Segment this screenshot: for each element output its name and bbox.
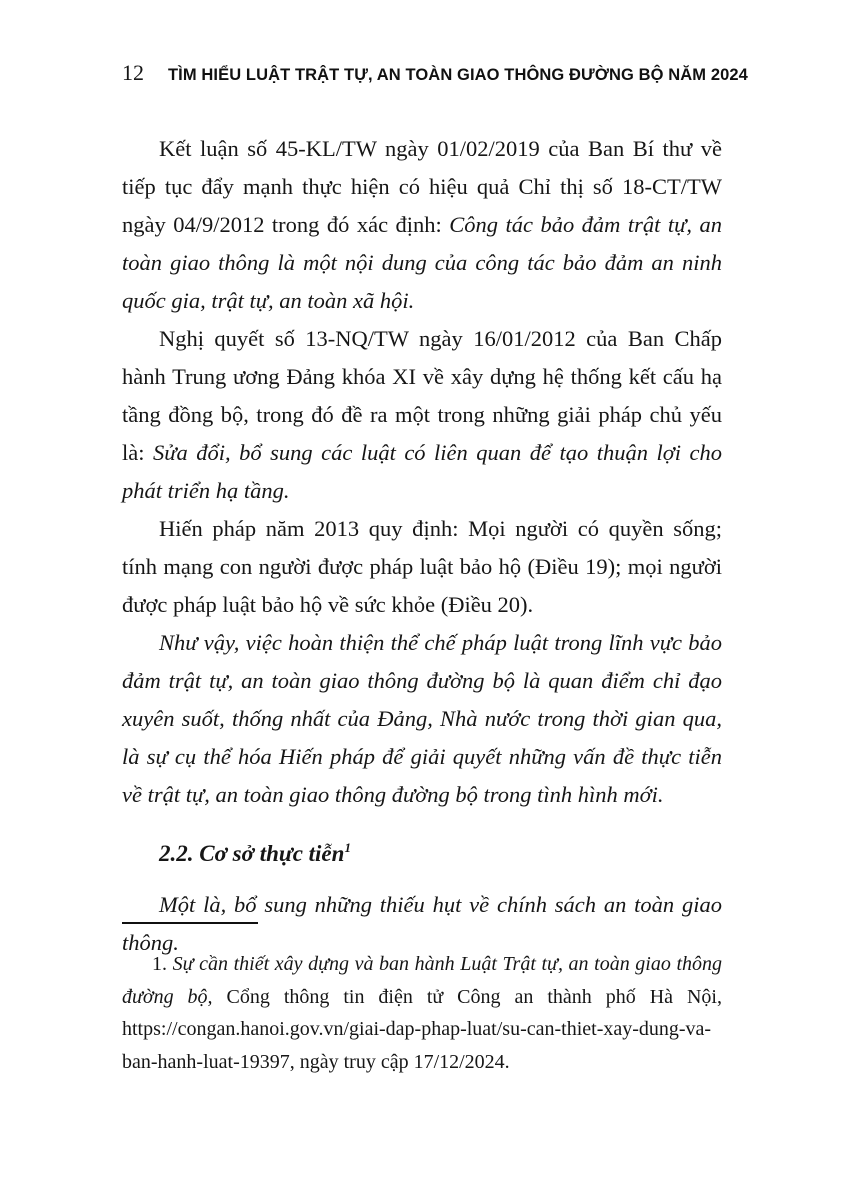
paragraph-3-text: Hiến pháp năm 2013 quy định: Mọi người có quyền sống; tính mạng con người được pháp luật bảo hộ (Điều 19); mọi người được pháp luật bảo hộ về sức khỏe (Điều 20). [122,516,722,617]
page-header [122,60,748,86]
paragraph-2-italic-text: Sửa đổi, bổ sung các luật có liên quan để tạo thuận lợi cho phát triển hạ tầng. [122,440,722,503]
paragraph-2 [122,320,722,510]
footnote-italic-text: Sự cần thiết xây dựng và ban hành Luật Trật tự, an toàn giao thông đường bộ, [122,953,723,1008]
page-body [122,130,722,962]
paragraph-1-italic-text: Công tác bảo đảm trật tự, an toàn giao thông là một nội dung của công tác bảo đảm an ninh quốc gia, trật tự, an toàn xã hội. [122,212,722,313]
paragraph-4-italic-text: Như vậy, việc hoàn thiện thể chế pháp luật trong lĩnh vực bảo đảm trật tự, an toàn giao thông đường bộ là quan điểm chỉ đạo xuyên suốt, thống nhất của Đảng, Nhà nước trong thời gian qua, là sự cụ thể hóa Hiến pháp để giải quyết những vấn đề thực tiễn về trật tự, an toàn giao thông đường bộ trong tình hình mới. [122,630,722,807]
footnote-text: Cổng thông tin điện tử Công an thành phố Hà Nội, https://congan.hanoi.gov.vn/giai-dap-phap-luat/su-can-thiet-xay-dung-va-ban-hanh-luat-19397, ngày truy cập 17/12/2024. [122,985,722,1073]
section-heading-text: 2.2. Cơ sở thực tiễn [159,841,345,866]
paragraph-1 [122,130,722,320]
running-title: TÌM HIỂU LUẬT TRẬT TỰ, AN TOÀN GIAO THÔNG ĐƯỜNG BỘ NĂM 2024 [168,66,748,84]
footnote [122,948,722,1078]
footnote-reference-mark: 1 [344,840,351,855]
page-number: 12 [122,60,144,85]
paragraph-3 [122,510,722,624]
footnote-marker: 1. [152,953,173,975]
paragraph-4 [122,624,722,814]
paragraph-5-italic-text: Một là, bổ sung những thiếu hụt về chính sách an toàn giao thông. [122,892,722,955]
paragraph-1-text: Kết luận số 45-KL/TW ngày 01/02/2019 của Ban Bí thư về tiếp tục đẩy mạnh thực hiện có hiệu quả Chỉ thị số 18-CT/TW ngày 04/9/2012 trong đó xác định: [122,136,722,237]
paragraph-2-text: Nghị quyết số 13-NQ/TW ngày 16/01/2012 của Ban Chấp hành Trung ương Đảng khóa XI về xây dựng hệ thống kết cấu hạ tầng đồng bộ, trong đó đề ra một trong những giải pháp chủ yếu là: [122,326,722,465]
footnote-area [122,922,722,1078]
section-heading [122,835,722,873]
footnote-separator [122,922,258,924]
